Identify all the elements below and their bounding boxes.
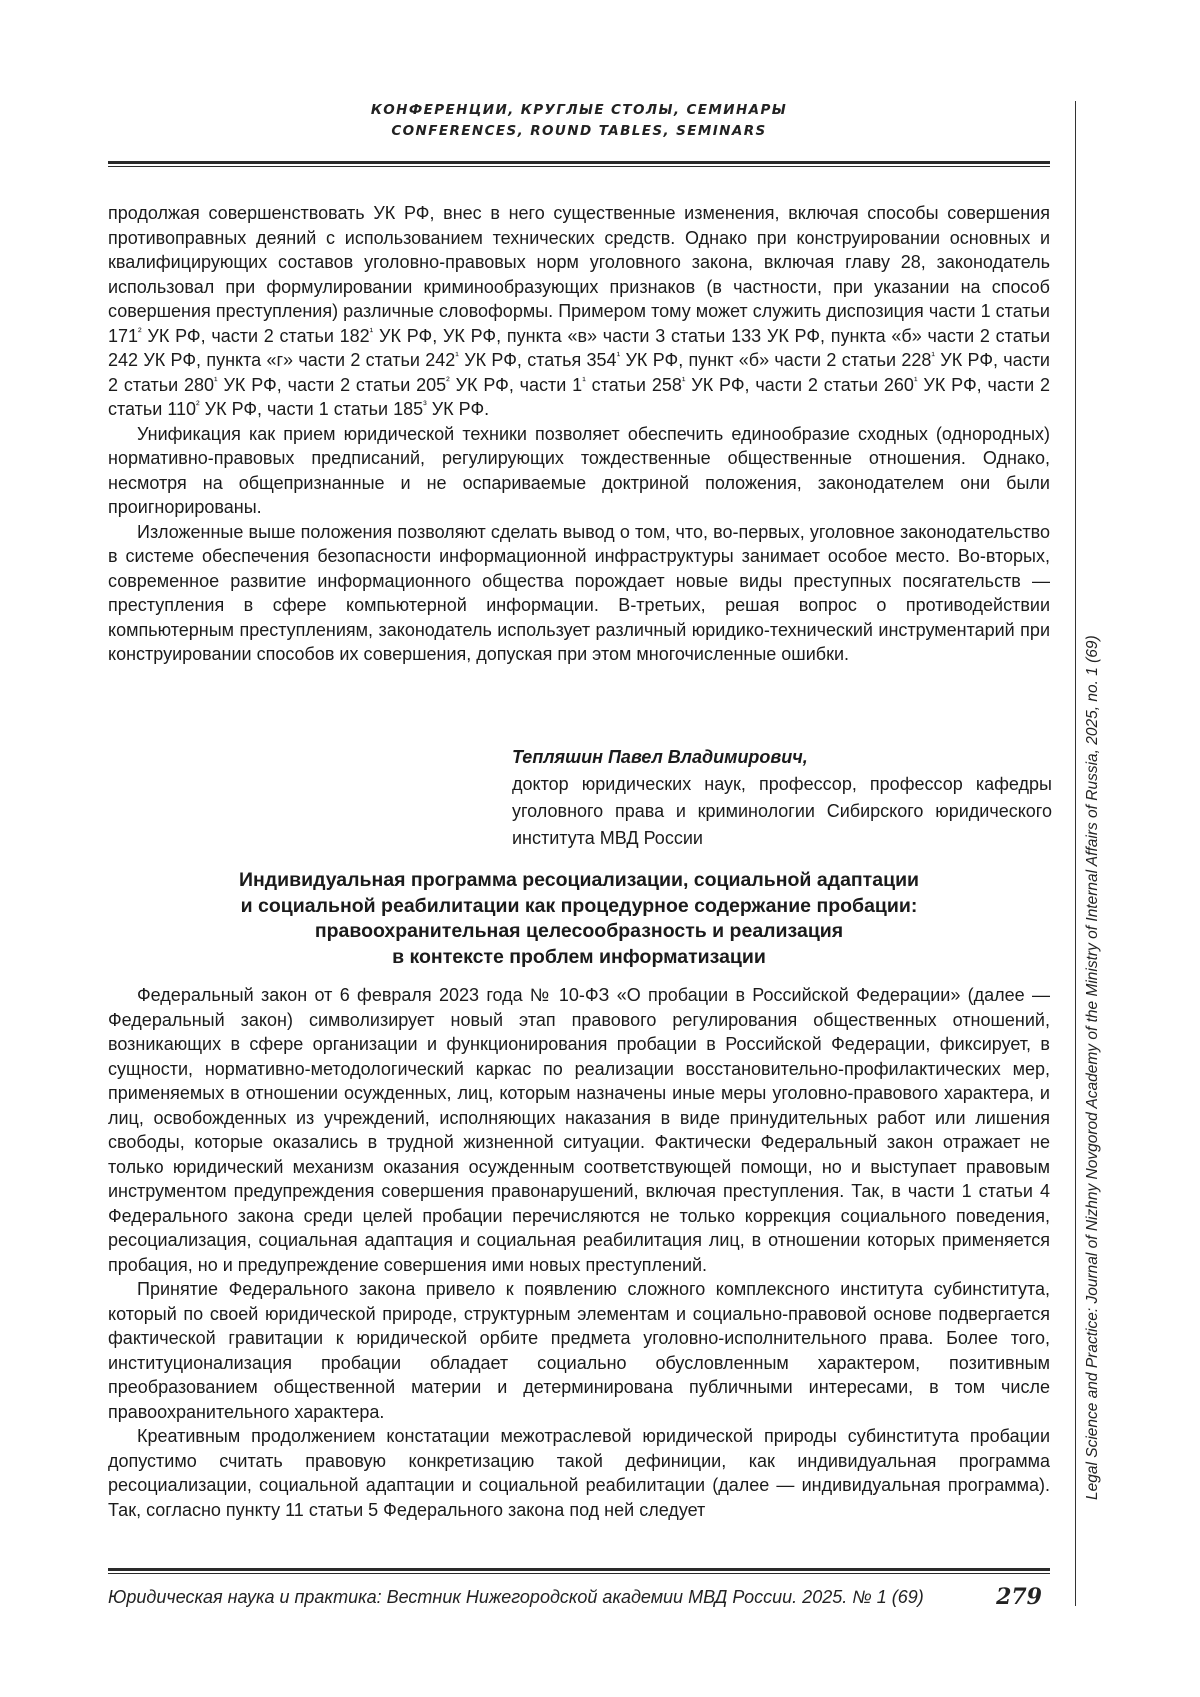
article-title-line: и социальной реабилитации как процедурное содержание пробации:	[240, 894, 918, 917]
author-block	[512, 744, 1052, 852]
previous-article-conclusion	[108, 201, 1050, 667]
paragraph: Принятие Федерального закона привело к появлению сложного комплексного института субинститута, который по своей юридической природе, структурным элементам и социально-правовой основе подвергается фактической гравитации к юридической орбите предмета уголовно-исполнительного права. Более того, институционализация пробации обладает социально обусловленным характером, позитивным преобразованием общественной материи и детерминирована публичными интересами, в том числе правоохранительного характера.	[108, 1279, 1050, 1422]
running-header	[108, 100, 1050, 142]
header-english: CONFERENCES, ROUND TABLES, SEMINARS	[391, 123, 767, 139]
side-running-title: Legal Science and Practice: Journal of Nizhny Novgorod Academy of the Ministry of Internal Affairs of Russia, 2025, no. 1 (69)	[1084, 635, 1101, 1500]
footer-rule-thick	[108, 1568, 1050, 1571]
header-rule-thick	[108, 161, 1050, 164]
paragraph: Унификация как прием юридической техники позволяет обеспечить единообразие сходных (однородных) нормативно-правовых предписаний, регулирующих тождественные общественные отношения. Однако, несмотря на общепризнанные и не оспариваемые доктриной положения, законодателем они были проигнорированы.	[108, 423, 1050, 517]
article-title	[108, 868, 1050, 970]
author-name: Тепляшин Павел Владимирович,	[512, 747, 808, 767]
footer-rule-thin	[108, 1573, 1050, 1574]
paragraph: Изложенные выше положения позволяют сделать вывод о том, что, во-первых, уголовное законодательство в системе обеспечения безопасности информационной инфраструктуры занимает особое место. Во-вторых, современное развитие информационного общества порождает новые виды преступных посягательств — преступления в сфере компьютерной информации. В-третьих, решая вопрос о противодействии компьютерным преступлениям, законодатель использует различный юридико-технический инструментарий при конструировании способов их совершения, допуская при этом многочисленные ошибки.	[108, 521, 1050, 664]
paragraph: Креативным продолжением констатации межотраслевой юридической природы субинститута пробации допустимо считать правовую конкретизацию такой дефиниции, как индивидуальная программа ресоциализации, социальной адаптации и социальной реабилитации (далее — индивидуальная программа). Так, согласно пункту 11 статьи 5 Федерального закона под ней следует	[108, 1426, 1050, 1520]
author-credentials: доктор юридических наук, профессор, профессор кафедры уголовного права и криминологии Сибирского юридического института МВД России	[512, 774, 1052, 848]
side-rule	[1075, 101, 1076, 1606]
article-title-line: правоохранительная целесообразность и реализация	[314, 920, 844, 942]
header-rule-thin	[108, 166, 1050, 167]
page-footer	[108, 1582, 1050, 1612]
article-title-line: Индивидуальная программа ресоциализации, социальной адаптации	[238, 869, 920, 891]
paragraph: Федеральный закон от 6 февраля 2023 года № 10-ФЗ «О пробации в Российской Федерации» (далее — Федеральный закон) символизирует новый этап правового регулирования общественных отношений, возникающих в сфере организации и функционирования пробации в Российской Федерации, фиксирует, в сущности, нормативно-методологический каркас по реализации восстановительно-профилактических мер, применяемых в отношении осужденных, лиц, которым назначены иные меры уголовно-правового характера, и лиц, освобожденных из учреждений, исполняющих наказания в виде принудительных работ или лишения свободы, которые оказались в трудной жизненной ситуации. Фактически Федеральный закон отражает не только юридический механизм оказания осужденным соответствующей помощи, но и выступает правовым инструментом предупреждения совершения правонарушений, включая преступления. Так, в части 1 статьи 4 Федерального закона среди целей пробации перечисляются не только коррекция социального поведения, ресоциализация, социальная адаптация и социальная реабилитация лиц, в отношении которых применяется пробация, но и предупреждение совершения ими новых преступлений.	[108, 985, 1050, 1275]
article-body	[108, 983, 1050, 1522]
page-number: 279	[996, 1584, 1042, 1610]
paragraph: продолжая совершенствовать УК РФ, внес в него существенные изменения, включая способы совершения противоправных деяний с использованием технических средств. Однако при конструировании основных и квалифицирующих составов уголовно-правовых норм уголовного закона, включая главу 28, законодатель использовал при формулировании криминообразующих признаков (в частности, при указании на способ совершения преступления) различные словоформы. Примером тому может служить диспозиция части 1 статьи $171^{^2}$ УК РФ, части 2 статьи $182^{^1}$ УК РФ, УК РФ, пункта «в» части 3 статьи 133 УК РФ, пункта «б» части 2 статьи 242 УК РФ, пункта «г» части 2 статьи $242^{^1}$ УК РФ, статья $354^{^1}$ УК РФ, пункт «б» части 2 статьи $228^{^1}$ УК РФ, части 2 статьи $280^{^1}$ УК РФ, части 2 статьи $205^{^2}$ УК РФ, части $1^{^1}$ статьи $258^{^1}$ УК РФ, части 2 статьи $260^{^1}$ УК РФ, части 2 статьи $110^{^2}$ УК РФ, части 1 статьи $185^{^3}$ УК РФ.	[108, 203, 1051, 419]
footer-journal-title: Юридическая наука и практика: Вестник Нижегородской академии МВД России. 2025. № 1 (69)	[108, 1586, 924, 1607]
header-russian: КОНФЕРЕНЦИИ, КРУГЛЫЕ СТОЛЫ, СЕМИНАРЫ	[370, 102, 788, 118]
article-title-line: в контексте проблем информатизации	[392, 945, 766, 968]
